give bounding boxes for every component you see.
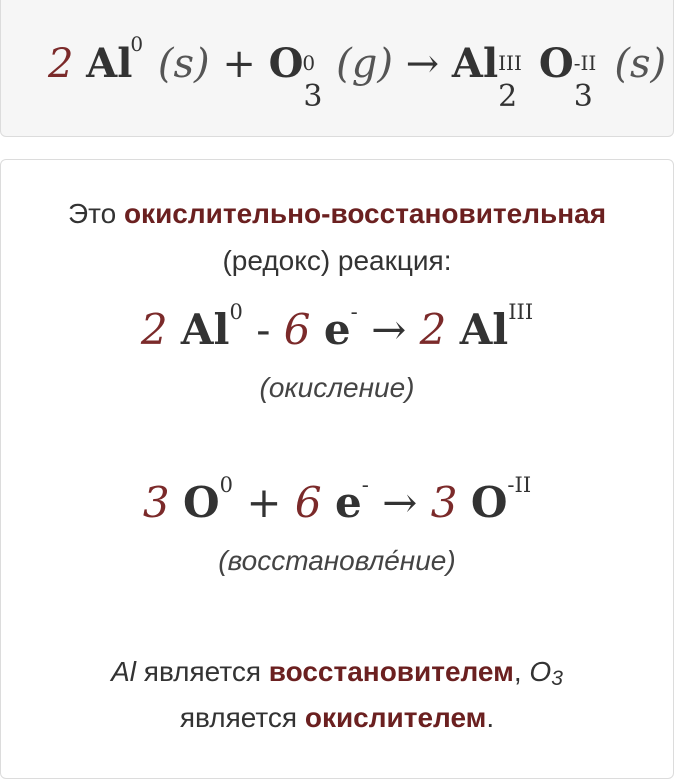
redox-highlight: окислительно-восстановительная bbox=[123, 198, 607, 229]
ox-electron: e bbox=[323, 305, 351, 354]
element-o: O bbox=[268, 40, 304, 87]
red-electron-charge: - bbox=[361, 472, 369, 497]
ox-electron-coef: 6 bbox=[283, 305, 311, 354]
subscript-product-o: 3 bbox=[573, 78, 593, 114]
ox-element-1: Al bbox=[180, 305, 230, 354]
intro-line-2: (редокс) реакция: bbox=[222, 245, 452, 276]
state-solid: (s) bbox=[157, 41, 210, 87]
arrow: → bbox=[405, 41, 440, 87]
conclusion-line-1 bbox=[0, 656, 674, 688]
ox-element-2: Al bbox=[459, 305, 509, 354]
product-o: O bbox=[538, 40, 574, 87]
red-coef-2: 3 bbox=[430, 478, 458, 527]
red-state-2: -II bbox=[507, 472, 532, 497]
plus-sign: + bbox=[222, 41, 256, 87]
oxidation-label: (окисление) bbox=[259, 372, 415, 403]
red-electron-coef: 6 bbox=[294, 478, 322, 527]
red-arrow: → bbox=[382, 478, 418, 527]
oxidizer-term: окислителем bbox=[304, 702, 487, 733]
ox-state-o: 0 bbox=[302, 51, 316, 75]
subscript-product-al: 2 bbox=[498, 78, 518, 114]
oxidation-equation bbox=[0, 299, 674, 354]
conclusion-o-sub: 3 bbox=[551, 667, 563, 690]
intro-prefix: Это bbox=[67, 198, 117, 229]
conclusion-is-2: является bbox=[179, 702, 298, 733]
ox-state-1: 0 bbox=[229, 299, 243, 324]
red-state-1: 0 bbox=[219, 472, 233, 497]
reduction-label: (восстановле́ние) bbox=[218, 545, 456, 576]
intro-line-1 bbox=[0, 198, 674, 230]
ox-state-al: 0 bbox=[130, 32, 144, 56]
reduction-equation bbox=[0, 472, 674, 527]
ox-electron-charge: - bbox=[350, 299, 358, 324]
subscript-o: 3 bbox=[303, 78, 323, 114]
ox-state-2: III bbox=[508, 299, 534, 324]
ox-coef-1: 2 bbox=[140, 305, 168, 354]
red-element-2: O bbox=[470, 478, 508, 527]
conclusion-is-1: является bbox=[143, 656, 261, 687]
state-product: (s) bbox=[614, 41, 667, 87]
minus-sign: - bbox=[256, 305, 271, 354]
product-al: Al bbox=[451, 40, 499, 87]
ox-state-product-al: III bbox=[498, 51, 522, 75]
reducer-term: восстановителем bbox=[268, 656, 514, 687]
coef-al: 2 bbox=[48, 41, 74, 87]
main-equation bbox=[48, 32, 667, 114]
ox-state-product-o: -II bbox=[573, 51, 597, 75]
red-electron: e bbox=[334, 478, 362, 527]
conclusion-period: . bbox=[486, 702, 495, 733]
element-al: Al bbox=[86, 40, 133, 87]
plus-sign-2: + bbox=[246, 478, 282, 527]
conclusion-al: Al bbox=[111, 656, 136, 687]
ox-coef-2: 2 bbox=[419, 305, 447, 354]
conclusion-comma: , bbox=[513, 656, 522, 687]
conclusion-line-2 bbox=[0, 702, 674, 734]
ox-arrow: → bbox=[371, 305, 407, 354]
red-coef-1: 3 bbox=[142, 478, 170, 527]
conclusion-o: O bbox=[529, 656, 552, 687]
state-gas: (g) bbox=[336, 41, 393, 87]
red-element-1: O bbox=[182, 478, 220, 527]
